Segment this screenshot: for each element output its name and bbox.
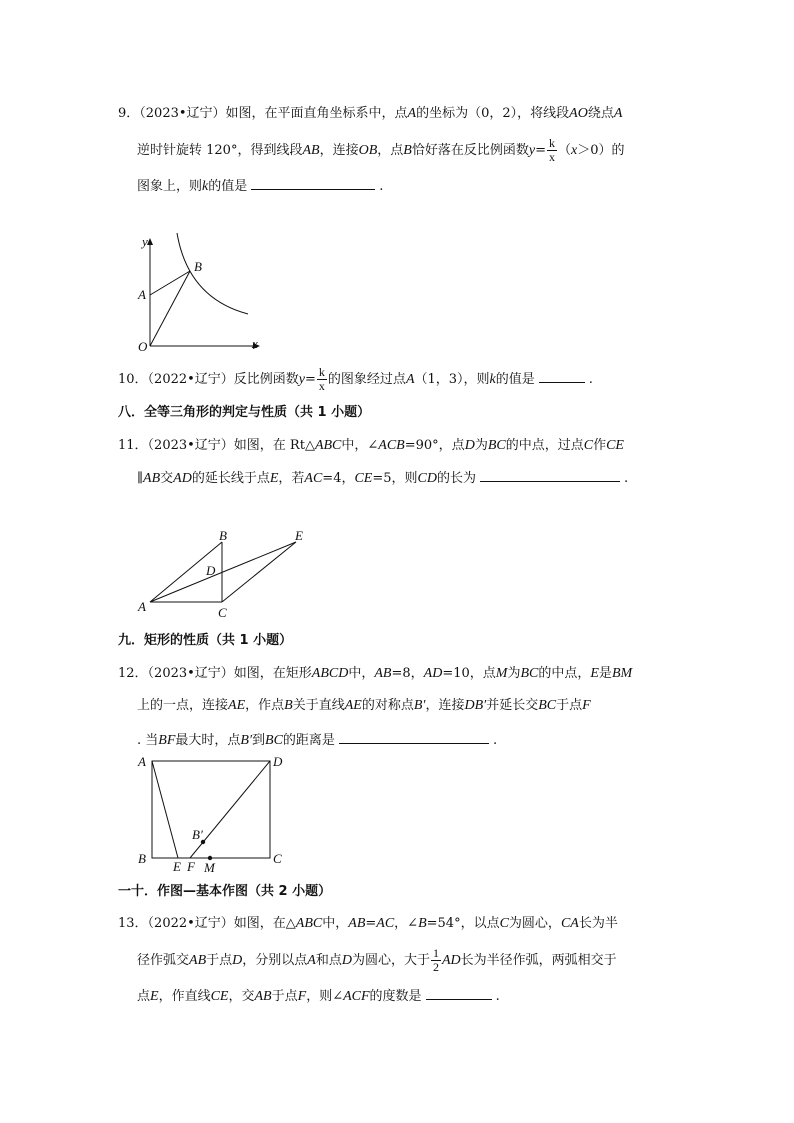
q11-figure — [136, 525, 316, 620]
fig12-label-f: F — [187, 859, 195, 874]
fig11-label-c: C — [218, 605, 227, 620]
q13-line-1: 13．（2022•辽宁）如图，在△ABC中，AB=AC，∠B=54°，以点C为圆心，CA长为半 — [118, 916, 618, 931]
q11-line-1: 11．（2023•辽宁）如图，在 Rt△ABC中，∠ACB=90°，点D为BC的中点，过点C作CE — [118, 438, 624, 453]
fig9-label-x: x — [252, 336, 258, 351]
fig11-label-a: A — [138, 599, 146, 614]
q13-line-3: 点E，作直线CE，交AB于点F，则∠ACF的度数是 . — [137, 985, 500, 1007]
fig11-label-d: D — [206, 563, 216, 578]
section-heading-8: 八．全等三角形的判定与性质（共 1 小题） — [118, 405, 371, 420]
q9-line-2: 逆时针旋转 120°，得到线段AB，连接OB，点B恰好落在反比例函数y= $\frac{k}{x}$ （x＞0）的 — [137, 136, 625, 164]
fig12-label-b-prime: B′ — [192, 827, 203, 842]
q13-line-2: 径作弧交AB于点D，分别以点A和点D为圆心，大于 $\frac{1}{2}$ AD长为半径作弧，两弧相交于 — [137, 946, 617, 974]
fraction-k-over-x: $\frac{k}{x}$ — [318, 365, 325, 393]
q11-line-2: ∥AB交AD的延长线于点E，若AC=4，CE=5，则CD的长为 . — [137, 467, 628, 489]
q12-figure — [136, 752, 296, 874]
q12-line-2: 上的一点，连接AE，作点B关于直线AE的对称点B′，连接DB′并延长交BC于点F — [137, 698, 591, 713]
fig12-label-d: D — [273, 754, 283, 769]
q9-figure — [130, 228, 270, 358]
fig12-label-m: M — [204, 860, 215, 875]
fig12-label-b: B — [138, 851, 146, 866]
fig9-label-o: O — [138, 339, 148, 354]
answer-blank[interactable] — [426, 985, 492, 1000]
fig11-label-e: E — [295, 528, 303, 543]
q10-line-1: 10．（2022•辽宁）反比例函数y= $\frac{k}{x}$ 的图象经过点A（1，3），则k的值是 . — [118, 365, 593, 393]
fig9-label-b: B — [194, 259, 202, 274]
section-heading-10: 一十．作图—基本作图（共 2 小题） — [118, 884, 332, 899]
fig12-label-a: A — [138, 754, 146, 769]
fig12-label-e: E — [173, 859, 181, 874]
answer-blank[interactable] — [539, 368, 585, 383]
fig9-label-a: A — [138, 287, 146, 302]
section-heading-9: 九．矩形的性质（共 1 小题） — [118, 633, 293, 648]
q9-line-1: 9．（2023•辽宁）如图，在平面直角坐标系中，点A的坐标为（0，2），将线段AO绕点A — [118, 106, 623, 121]
answer-blank[interactable] — [339, 729, 489, 744]
fraction-k-over-x: $\frac{k}{x}$ — [548, 136, 555, 164]
q9-line-3: 图象上，则k的值是 . — [137, 175, 383, 197]
answer-blank[interactable] — [480, 467, 620, 482]
fig11-label-b: B — [219, 528, 227, 543]
fig12-label-c: C — [273, 851, 282, 866]
fraction-one-half: $\frac{1}{2}$ — [433, 946, 439, 974]
q12-line-3: . 当BF最大时，点B′到BC的距离是 . — [137, 729, 497, 751]
fig9-label-y: y — [142, 234, 148, 249]
q12-line-1: 12．（2023•辽宁）如图，在矩形ABCD中，AB=8，AD=10，点M为BC的中点，E是BM — [118, 666, 633, 681]
answer-blank[interactable] — [251, 175, 375, 190]
